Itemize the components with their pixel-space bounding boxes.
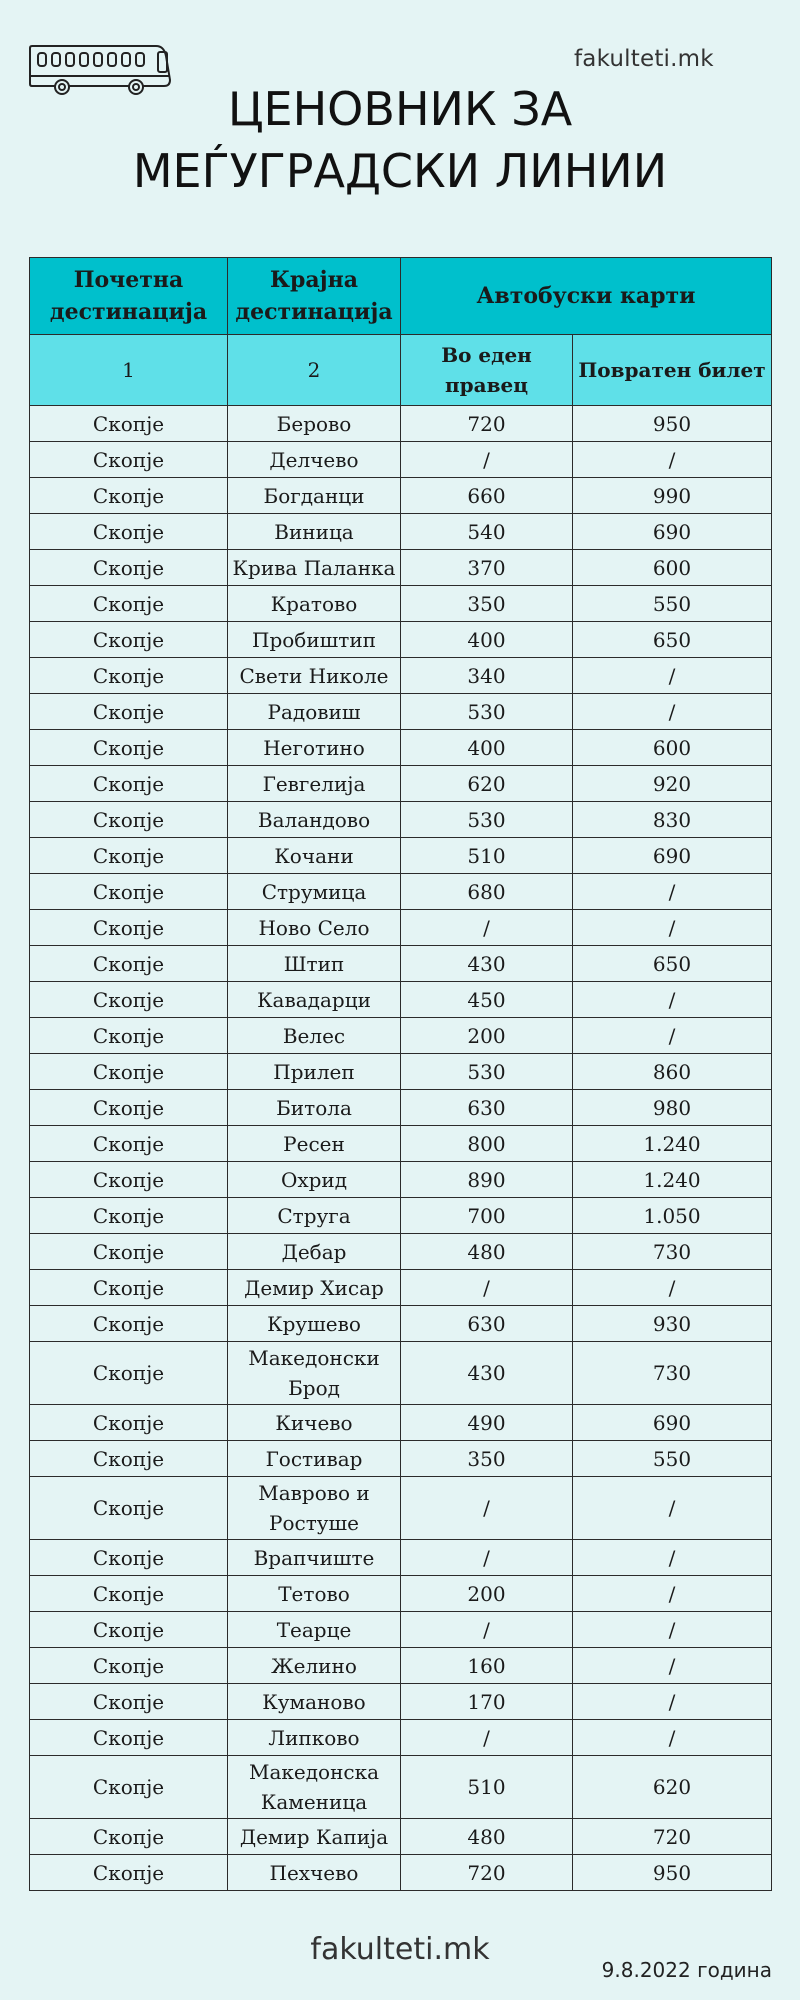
cell-return: 950 [573,406,772,442]
cell-one-way: 620 [401,766,573,802]
cell-end: Македонска Каменица [228,1756,401,1819]
table-row [30,1855,772,1891]
cell-end: Крива Паланка [228,550,401,586]
cell-start: Скопје [30,1342,228,1405]
cell-end: Охрид [228,1162,401,1198]
cell-end: Свети Николе [228,658,401,694]
cell-start: Скопје [30,478,228,514]
cell-return: 550 [573,586,772,622]
cell-start: Скопје [30,406,228,442]
table-row [30,1477,772,1540]
cell-end: Радовиш [228,694,401,730]
cell-end: Гостивар [228,1441,401,1477]
cell-return: 690 [573,1405,772,1441]
cell-return: 730 [573,1342,772,1405]
cell-end: Битола [228,1090,401,1126]
cell-one-way: 430 [401,946,573,982]
cell-one-way: 890 [401,1162,573,1198]
table-row [30,1405,772,1441]
date-label: 9.8.2022 година [601,1958,772,1982]
cell-one-way: 700 [401,1198,573,1234]
cell-start: Скопје [30,730,228,766]
cell-one-way: 720 [401,1855,573,1891]
cell-one-way: 530 [401,802,573,838]
subheader-return: Повратен билет [573,335,772,406]
table-row [30,1540,772,1576]
cell-start: Скопје [30,1054,228,1090]
cell-return: 690 [573,838,772,874]
table-row [30,1018,772,1054]
cell-one-way: 400 [401,730,573,766]
cell-start: Скопје [30,838,228,874]
cell-return: / [573,910,772,946]
table-row [30,946,772,982]
cell-start: Скопје [30,1198,228,1234]
cell-one-way: 530 [401,694,573,730]
brand-logo-bottom: fakulteti.mk [310,1932,490,1967]
cell-return: 950 [573,1855,772,1891]
cell-end: Богданци [228,478,401,514]
subheader-col1: 1 [30,335,228,406]
table-row [30,838,772,874]
cell-start: Скопје [30,1090,228,1126]
cell-start: Скопје [30,586,228,622]
cell-return: / [573,1477,772,1540]
cell-end: Неготино [228,730,401,766]
cell-one-way: 200 [401,1576,573,1612]
cell-end: Македонски Брод [228,1342,401,1405]
cell-end: Кратово [228,586,401,622]
cell-end: Виница [228,514,401,550]
cell-start: Скопје [30,982,228,1018]
cell-end: Берово [228,406,401,442]
cell-one-way: 160 [401,1648,573,1684]
cell-start: Скопје [30,1612,228,1648]
cell-one-way: 720 [401,406,573,442]
subheader-one-way: Во еден правец [401,335,573,406]
cell-return: 730 [573,1234,772,1270]
table-row [30,406,772,442]
cell-one-way: 490 [401,1405,573,1441]
cell-start: Скопје [30,1720,228,1756]
cell-one-way: 480 [401,1234,573,1270]
cell-start: Скопје [30,874,228,910]
table-row [30,1162,772,1198]
cell-return: 650 [573,622,772,658]
table-row [30,478,772,514]
cell-start: Скопје [30,694,228,730]
cell-one-way: / [401,1612,573,1648]
cell-one-way: 530 [401,1054,573,1090]
cell-return: / [573,1270,772,1306]
cell-end: Кочани [228,838,401,874]
table-row [30,622,772,658]
table-row [30,586,772,622]
cell-one-way: / [401,1540,573,1576]
cell-start: Скопје [30,514,228,550]
cell-end: Гевгелија [228,766,401,802]
cell-one-way: 450 [401,982,573,1018]
table-row [30,766,772,802]
cell-return: 550 [573,1441,772,1477]
cell-end: Демир Хисар [228,1270,401,1306]
cell-one-way: 350 [401,586,573,622]
table-row [30,802,772,838]
table-row [30,1441,772,1477]
cell-end: Липково [228,1720,401,1756]
table-row [30,1090,772,1126]
cell-one-way: 480 [401,1819,573,1855]
cell-one-way: 200 [401,1018,573,1054]
cell-one-way: 630 [401,1306,573,1342]
cell-return: 860 [573,1054,772,1090]
cell-end: Штип [228,946,401,982]
cell-one-way: 800 [401,1126,573,1162]
cell-one-way: 680 [401,874,573,910]
cell-start: Скопје [30,1540,228,1576]
cell-return: / [573,1540,772,1576]
table-row [30,910,772,946]
table-row [30,1576,772,1612]
cell-return: 720 [573,1819,772,1855]
cell-start: Скопје [30,658,228,694]
table-row [30,1612,772,1648]
cell-return: / [573,874,772,910]
header-row [30,258,772,335]
table-row [30,1198,772,1234]
cell-one-way: / [401,1477,573,1540]
header-tickets: Автобуски карти [401,258,772,335]
cell-one-way: 660 [401,478,573,514]
cell-one-way: / [401,910,573,946]
cell-end: Прилеп [228,1054,401,1090]
subheader-row [30,335,772,406]
cell-return: 920 [573,766,772,802]
cell-return: 1.050 [573,1198,772,1234]
cell-one-way: 540 [401,514,573,550]
cell-return: 650 [573,946,772,982]
table-row [30,550,772,586]
cell-return: 980 [573,1090,772,1126]
cell-one-way: / [401,1270,573,1306]
cell-return: 1.240 [573,1162,772,1198]
cell-end: Демир Капија [228,1819,401,1855]
cell-start: Скопје [30,550,228,586]
cell-return: / [573,982,772,1018]
cell-start: Скопје [30,1819,228,1855]
price-table [29,257,772,1891]
subheader-col2: 2 [228,335,401,406]
cell-end: Кичево [228,1405,401,1441]
table-row [30,1270,772,1306]
cell-return: / [573,1648,772,1684]
cell-one-way: / [401,1720,573,1756]
cell-end: Кавадарци [228,982,401,1018]
cell-start: Скопје [30,946,228,982]
cell-end: Струга [228,1198,401,1234]
cell-return: 1.240 [573,1126,772,1162]
cell-end: Валандово [228,802,401,838]
cell-end: Желино [228,1648,401,1684]
cell-end: Врапчиште [228,1540,401,1576]
cell-start: Скопје [30,1441,228,1477]
cell-return: / [573,1720,772,1756]
cell-return: / [573,1612,772,1648]
cell-end: Пехчево [228,1855,401,1891]
cell-start: Скопје [30,1405,228,1441]
cell-start: Скопје [30,1306,228,1342]
table-row [30,874,772,910]
cell-return: 930 [573,1306,772,1342]
cell-return: 600 [573,730,772,766]
cell-one-way: 510 [401,1756,573,1819]
cell-start: Скопје [30,622,228,658]
cell-start: Скопје [30,1855,228,1891]
table-body [30,406,772,1891]
title-line-2: МЕЃУГРАДСКИ ЛИНИИ [132,144,668,198]
table-row [30,1756,772,1819]
cell-start: Скопје [30,1018,228,1054]
cell-start: Скопје [30,1576,228,1612]
cell-start: Скопје [30,1270,228,1306]
table-row [30,1306,772,1342]
cell-start: Скопје [30,1684,228,1720]
cell-start: Скопје [30,1162,228,1198]
cell-return: 690 [573,514,772,550]
cell-end: Тетово [228,1576,401,1612]
header-start: Почетна дестинација [30,258,228,335]
cell-return: / [573,658,772,694]
header-end: Крајна дестинација [228,258,401,335]
table-row [30,1054,772,1090]
cell-return: / [573,1576,772,1612]
table-row [30,1720,772,1756]
cell-end: Теарце [228,1612,401,1648]
table-row [30,514,772,550]
cell-return: 830 [573,802,772,838]
table-row [30,982,772,1018]
cell-return: 990 [573,478,772,514]
cell-return: 620 [573,1756,772,1819]
page-title [0,78,800,202]
table-row [30,442,772,478]
cell-end: Струмица [228,874,401,910]
cell-start: Скопје [30,1756,228,1819]
cell-return: / [573,1018,772,1054]
cell-end: Велес [228,1018,401,1054]
cell-end: Пробиштип [228,622,401,658]
cell-end: Ресен [228,1126,401,1162]
table-row [30,1684,772,1720]
cell-one-way: 400 [401,622,573,658]
table-row [30,730,772,766]
cell-start: Скопје [30,910,228,946]
cell-one-way: 510 [401,838,573,874]
table-row [30,1819,772,1855]
cell-end: Делчево [228,442,401,478]
cell-return: / [573,694,772,730]
table-row [30,658,772,694]
cell-start: Скопје [30,802,228,838]
cell-start: Скопје [30,1126,228,1162]
brand-logo: fakulteti.mk [574,46,714,72]
cell-one-way: 350 [401,1441,573,1477]
cell-start: Скопје [30,1648,228,1684]
cell-end: Куманово [228,1684,401,1720]
table-row [30,1342,772,1405]
cell-end: Крушево [228,1306,401,1342]
cell-one-way: 170 [401,1684,573,1720]
cell-start: Скопје [30,1477,228,1540]
title-line-1: ЦЕНОВНИК ЗА [227,82,573,136]
cell-one-way: / [401,442,573,478]
table-row [30,694,772,730]
cell-one-way: 370 [401,550,573,586]
cell-end: Ново Село [228,910,401,946]
cell-end: Дебар [228,1234,401,1270]
cell-return: / [573,1684,772,1720]
cell-start: Скопје [30,766,228,802]
cell-return: 600 [573,550,772,586]
cell-one-way: 340 [401,658,573,694]
table-row [30,1126,772,1162]
cell-return: / [573,442,772,478]
table-row [30,1234,772,1270]
table-row [30,1648,772,1684]
cell-one-way: 630 [401,1090,573,1126]
cell-one-way: 430 [401,1342,573,1405]
cell-start: Скопје [30,442,228,478]
cell-start: Скопје [30,1234,228,1270]
cell-end: Маврово и Ростуше [228,1477,401,1540]
